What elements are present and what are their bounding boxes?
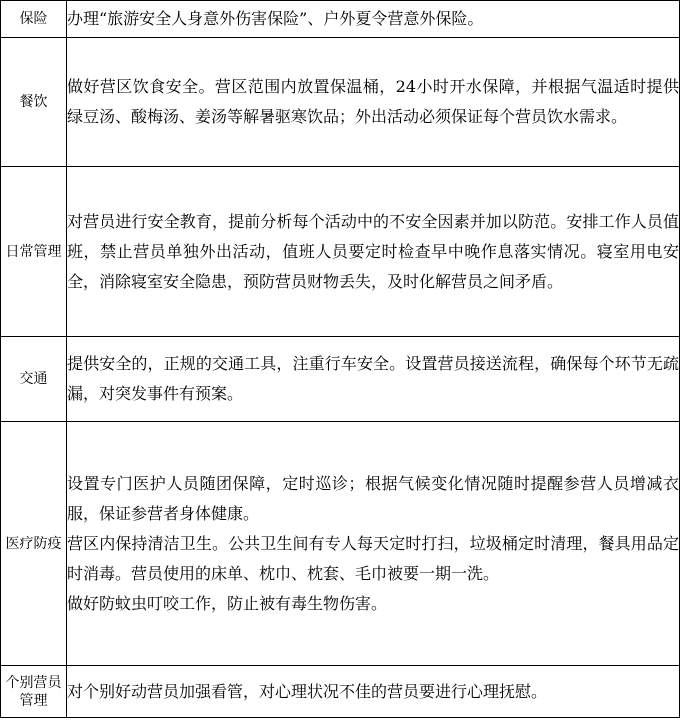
category-cell: 个别营员管理 bbox=[1, 666, 67, 718]
table-row-transport bbox=[1, 337, 680, 422]
description-paragraph: 营区内保持清洁卫生。公共卫生间有专人每天定时打扫，垃圾桶定时清理，餐具用品定时消毒。营员使用的床单、枕巾、枕套、毛巾被要一期一洗。 bbox=[67, 533, 679, 583]
description-paragraph: 提供安全的，正规的交通工具，注重行车安全。设置营员接送流程，确保每个环节无疏漏，对突发事件有预案。 bbox=[67, 354, 679, 403]
table-row-medical bbox=[1, 422, 680, 666]
description-cell bbox=[67, 167, 680, 337]
description-paragraph: 做好防蚊虫叮咬工作，防止被有毒生物伤害。 bbox=[67, 593, 388, 613]
table-row-daily-management bbox=[1, 167, 680, 337]
description-paragraph: 设置专门医护人员随团保障，定时巡诊；根据气候变化情况随时提醒参营人员增减衣服，保证参营者身体健康。 bbox=[67, 473, 679, 523]
description-paragraph: 对个别好动营员加强看管，对心理状况不佳的营员要进行心理抚慰。 bbox=[67, 681, 548, 701]
table-row-individual-management bbox=[1, 666, 680, 718]
description-cell bbox=[67, 1, 680, 38]
category-cell: 餐饮 bbox=[1, 38, 67, 167]
description-cell bbox=[67, 666, 680, 718]
category-cell: 医疗防疫 bbox=[1, 422, 67, 666]
description-cell bbox=[67, 422, 680, 666]
description-paragraph: 做好营区饮食安全。营区范围内放置保温桶，24小时开水保障，并根据气温适时提供绿豆汤、酸梅汤、姜汤等解暑驱寒饮品；外出活动必须保证每个营员饮水需求。 bbox=[67, 77, 679, 126]
category-cell: 日常管理 bbox=[1, 167, 67, 337]
description-paragraph: 对营员进行安全教育，提前分析每个活动中的不安全因素并加以防范。安排工作人员值班，禁止营员单独外出活动，值班人员要定时检查早中晚作息落实情况。寝室用电安全，消除寝室安全隐患，预防营员财物丢失，及时化解营员之间矛盾。 bbox=[67, 211, 679, 291]
description-cell bbox=[67, 38, 680, 167]
category-cell: 交通 bbox=[1, 337, 67, 422]
description-cell bbox=[67, 337, 680, 422]
category-cell: 保险 bbox=[1, 1, 67, 38]
table-row-catering bbox=[1, 38, 680, 167]
description-paragraph: 办理“旅游安全人身意外伤害保险”、户外夏令营意外保险。 bbox=[67, 9, 484, 28]
table-row-insurance bbox=[1, 1, 680, 38]
